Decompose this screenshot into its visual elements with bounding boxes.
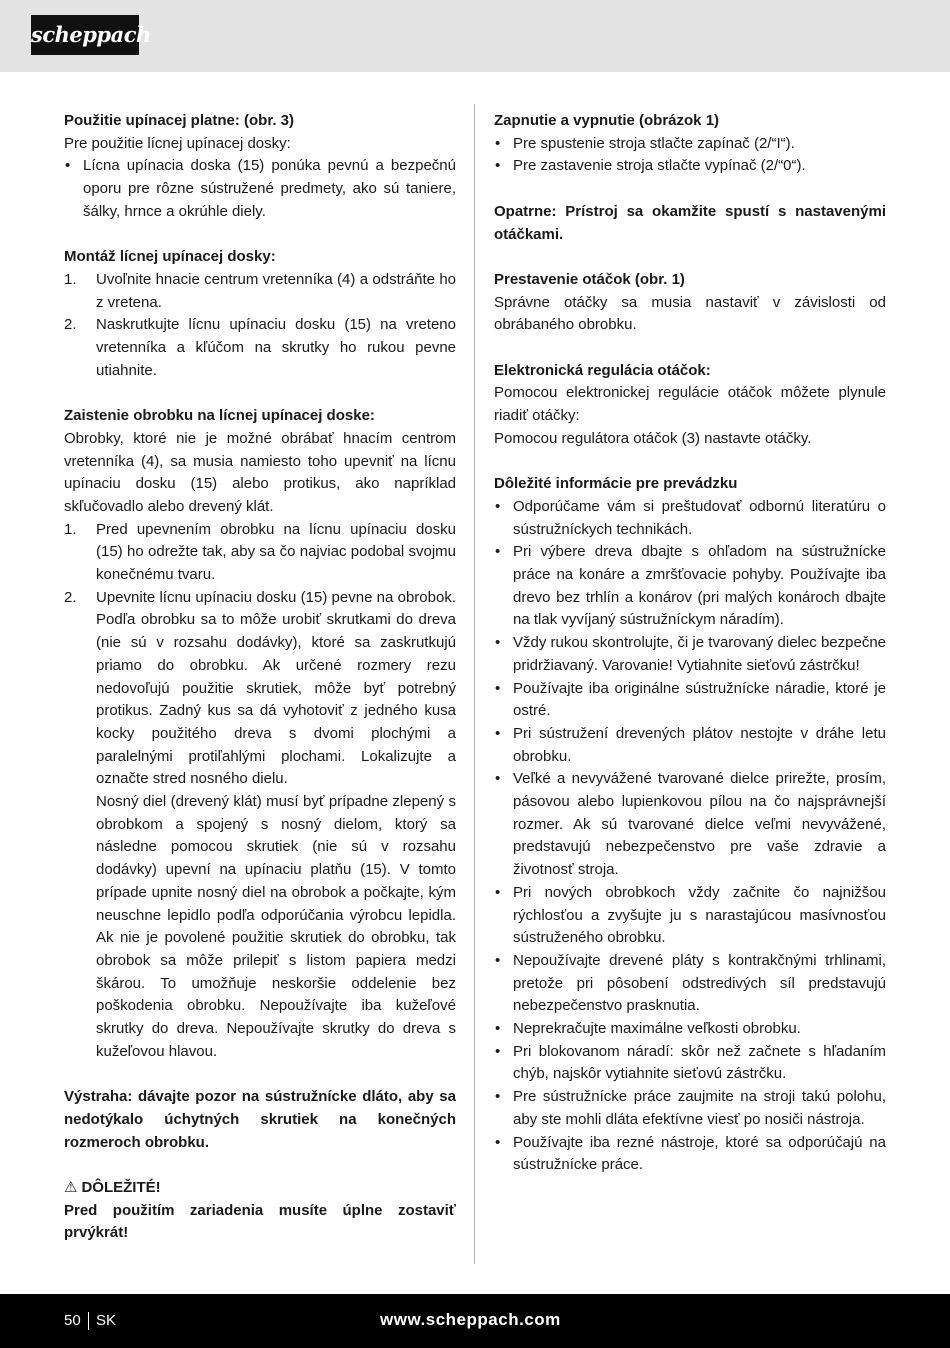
scheppach-logo: scheppach — [31, 15, 139, 55]
bullet-list — [494, 133, 886, 178]
section-heading-faceplate-use: Použitie upínacej platne: (obr. 3) — [64, 112, 295, 129]
section-intro: Obrobky, ktoré nie je možné obrábať hnacím centrom vretenníka (4), sa musia namiesto toho upevniť na lícnu upínaciu dosku (15) alebo protikus, ako napríklad skľučovadlo alebo drevený klát. — [64, 429, 456, 515]
right-column — [494, 110, 886, 1177]
list-item: 2. Naskrutkujte lícnu upínaciu dosku (15) na vreteno vretenníka a kľúčom na skrutky ho rukou pevne utiahnite. — [64, 316, 456, 379]
list-item: • Používajte iba originálne sústružnícke náradie, ktoré je ostré. — [494, 678, 886, 723]
bullet-list — [494, 496, 886, 1177]
list-item: • Neprekračujte maximálne veľkosti obrobku. — [494, 1018, 886, 1041]
list-item: • Veľké a nevyvážené tvarované dielce prirežte, prosím, pásovou alebo lupienkovou pílou na čo najsprávnejší rozmer. Ak sú tvarované dielce veľmi nevyvážené, predstavujú nebezpečenstvo pre vaše zdravie a životnosť stroja. — [494, 768, 886, 882]
list-item: 2. Upevnite lícnu upínaciu dosku (15) pevne na obrobok. Podľa obrobku sa to môže urobiť skrutkami do dreva (nie sú v rozsahu dodávky), ktoré sa zaskrutkujú priamo do obrobku. Ak určené rozmery rezu nedovoľujú použitie skrutiek, môže byť potrebný protikus. Zadný kus sa dá vyhotoviť z jedného kusa kocky použitého dreva s dvomi plochými a paralelnými protiľahlými plochami. Lokalizujte a označte stred nosného dielu. — [64, 588, 456, 788]
section-text: Správne otáčky sa musia nastaviť v závislosti od obrábaného obrobku. — [494, 293, 886, 334]
warning-triangle-icon: ⚠ — [64, 1178, 78, 1196]
list-item: • Lícna upínacia doska (15) ponúka pevnú a bezpečnú oporu pre rôzne sústružené predmety, ako sú taniere, šálky, hrnce a okrúhle diely. — [64, 155, 456, 223]
section-text: Pomocou elektronickej regulácie otáčok môžete plynule riadiť otáčky: — [494, 384, 886, 425]
list-item: • Pre zastavenie stroja stlačte vypínač (2/“0“). — [494, 155, 886, 178]
page-number: 50 — [64, 1312, 81, 1329]
section-heading-faceplate-mounting: Montáž lícnej upínacej dosky: — [64, 248, 276, 266]
website-url: www.scheppach.com — [380, 1310, 561, 1329]
list-item: • Pri blokovanom náradí: skôr než začnete s hľadaním chýb, najskôr vytiahnite sieťovú zástrčku. — [494, 1041, 886, 1086]
list-item: • Pri sústružení drevených plátov nestojte v dráhe letu obrobku. — [494, 723, 886, 768]
list-item: 1. Pred upevnením obrobku na lícnu upínaciu dosku (15) ho odrežte tak, aby sa čo najviac podobal svojmu konečnému tvaru. — [64, 520, 456, 584]
important-heading: ⚠ DÔLEŽITÉ! — [64, 1178, 161, 1196]
numbered-list — [64, 269, 456, 383]
important-text: Pred použitím zariadenia musíte úplne zostaviť prvýkrát! — [64, 1201, 456, 1242]
section-intro: Pre použitie lícnej upínacej dosky: — [64, 134, 291, 152]
left-column — [64, 110, 456, 1245]
section-heading-on-off: Zapnutie a vypnutie (obrázok 1) — [494, 112, 720, 129]
header-bar — [0, 0, 950, 72]
list-item: • Používajte iba rezné nástroje, ktoré sa odporúčajú na sústružnícke práce. — [494, 1132, 886, 1177]
section-text: Pomocou regulátora otáčok (3) nastavte otáčky. — [494, 429, 812, 447]
list-item: • Odporúčame vám si preštudovať odbornú literatúru o sústružníckych technikách. — [494, 496, 886, 541]
footer-separator — [88, 1312, 89, 1330]
numbered-list — [64, 519, 456, 791]
section-heading-speed-adjust: Prestavenie otáčok (obr. 1) — [494, 270, 685, 288]
list-item: • Vždy rukou skontrolujte, či je tvarovaný dielec bezpečne pridržiavaný. Varovanie! Vytiahnite sieťovú zástrčku! — [494, 632, 886, 677]
column-divider — [474, 104, 475, 1264]
caution-text: Opatrne: Prístroj sa okamžite spustí s nastavenými otáčkami. — [494, 202, 886, 243]
list-item: • Pre sústružnícke práce zaujmite na stroji takú polohu, aby ste mohli dláta efektívne viesť po nosiči nástroja. — [494, 1086, 886, 1131]
list-item: 1. Uvoľnite hnacie centrum vretenníka (4) a odstráňte ho z vretena. — [64, 270, 456, 311]
warning-text: Výstraha: dávajte pozor na sústružnícke dláto, aby sa nedotýkalo úchytných skrutiek na konečných rozmeroch obrobku. — [64, 1088, 456, 1151]
footer-bar — [0, 1294, 950, 1348]
list-item: • Pre spustenie stroja stlačte zapínač (2/“I“). — [494, 133, 886, 156]
list-item: • Nepoužívajte drevené pláty s kontrakčnými trhlinami, pretože pri pôsobení odstredivých síl predstavujú nebezpečenstvo prasknutia. — [494, 950, 886, 1018]
list-item: • Pri výbere dreva dbajte s ohľadom na sústružnícke práce na konáre a zmršťovacie pohyby. Používajte iba drevo bez trhlín a konárov (pri malých konároch dbajte na tlak vyvíjaný sústružníckym náradím). — [494, 541, 886, 632]
language-code: SK — [96, 1312, 117, 1329]
section-heading-electronic-speed: Elektronická regulácia otáčok: — [494, 361, 711, 379]
list-item: • Pri nových obrobkoch vždy začnite čo najnižšou rýchlosťou a zvyšujte ju s narastajúcou masívnosťou sústruženého obrobku. — [494, 882, 886, 950]
section-heading-workpiece-fixing: Zaistenie obrobku na lícnej upínacej doske: — [64, 407, 375, 425]
bullet-list — [64, 155, 456, 223]
step-note: Nosný diel (drevený klát) musí byť prípadne zlepený s obrobkom a spojený s nosný dielom, ktorý sa následne pomocou skrutiek (nie sú v rozsahu dodávky) upevní na upínaciu platňu (15). V tomto prípade upnite nosný diel na obrobok a počkajte, kým neuschne lepidlo podľa odporúčania výrobcu lepidla. Ak nie je povolené použitie skrutiek do obrobku, tak obrobok sa môže prilepiť s listom papiera medzi škárou. To umožňuje neskoršie oddelenie bez poškodenia obrobku. Nepoužívajte iba kužeľové skrutky do dreva. Nepoužívajte skrutky do dreva s kužeľovou hlavou. — [96, 793, 456, 1060]
section-heading-operation-info: Dôležité informácie pre prevádzku — [494, 475, 738, 493]
